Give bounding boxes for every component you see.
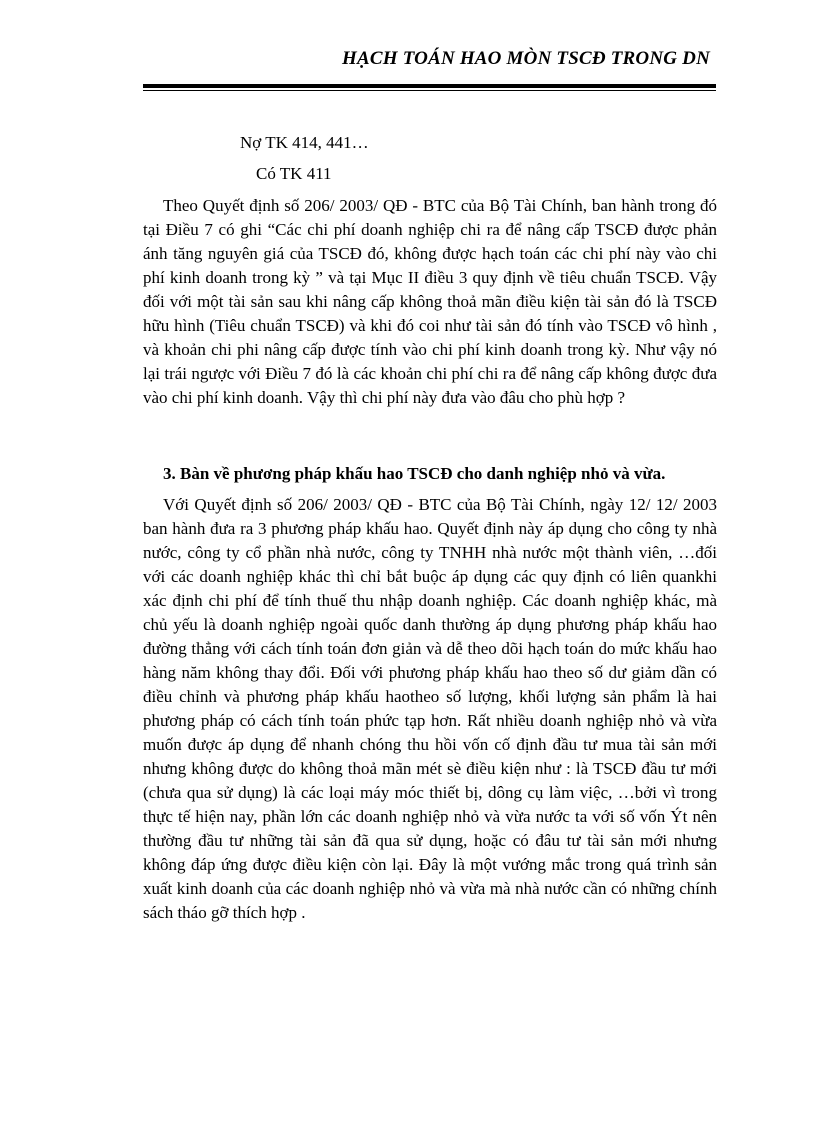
header-divider-thin <box>143 90 716 91</box>
journal-entry-debit: Nợ TK 414, 441… <box>240 133 369 152</box>
header-divider-thick <box>143 84 716 88</box>
paragraph-depreciation-methods: Với Quyết định số 206/ 2003/ QĐ - BTC của Bộ Tài Chính, ngày 12/ 12/ 2003 ban hành đưa ra 3 phương pháp khấu hao. Quyết định này áp dụng cho công ty nhà nước, công ty cổ phần nhà nước, công ty TNHH nhà nước một thành viên, …đối với các doanh nghiệp khác thì chỉ bắt buộc áp dụng các quy định có liên quankhi xác định chi phí để tính thuế thu nhập doanh nghiệp. Các doanh nghiệp khác, mà chủ yếu là doanh nghiệp ngoài quốc danh thường áp dụng phương pháp khấu hao đường thẳng với cách tính toán đơn giản và dễ theo dõi hạch toán do mức khấu hao hàng năm không thay đổi. Đối với phương pháp khấu hao theo số dư giảm dần có điều chỉnh và phương pháp khấu haotheo số lượng, khối lượng sản phẩm là hai phương pháp có cách tính toán phức tạp hơn. Rất nhiều doanh nghiệp nhỏ và vừa muốn được áp dụng để nhanh chóng thu hồi vốn cố định đầu tư mua tài sản mới nhưng không được do không thoả mãn mét sè điều kiện như : là TSCĐ đầu tư mới (chưa qua sử dụng) là các loại máy móc thiết bị, dông cụ làm việc, …bởi vì trong thực tế hiện nay, phần lớn các doanh nghiệp nhỏ và vừa nước ta với số vốn Ýt nên thường đầu tư những tài sản đã qua sử dụng, hoặc có đâu tư tài sản mới nhưng không đáp ứng được điều kiện còn lại. Đây là một vướng mắc trong quá trình sản xuất kinh doanh của các doanh nghiệp nhỏ và vừa mà nhà nước cần có những chính sách tháo gỡ thích hợp . <box>143 495 717 922</box>
page-header-title: HẠCH TOÁN HAO MÒN TSCĐ TRONG DN <box>342 48 710 69</box>
paragraph-regulation-issue: Theo Quyết định số 206/ 2003/ QĐ - BTC của Bộ Tài Chính, ban hành trong đó tại Điều 7 có ghi “Các chi phí doanh nghiệp chi ra để nâng cấp TSCĐ được phản ánh tăng nguyên giá của TSCĐ đó, không được hạch toán các chi phí này vào chi phí kinh doanh trong kỳ ” và tại Mục II điều 3 quy định về tiêu chuẩn TSCĐ. Vậy đối với một tài sản sau khi nâng cấp không thoả mãn điều kiện tài sản đó là TSCĐ hữu hình (Tiêu chuẩn TSCĐ) và khi đó coi như tài sản đó tính vào TSCĐ vô hình , và khoản chi phi nâng cấp được tính vào chi phí kinh doanh trong kỳ. Như vậy nó lại trái ngược với Điều 7 đó là các khoản chi phí chi ra để nâng cấp không được đưa vào chi phí kinh doanh. Vậy thì chi phí này đưa vào đâu cho phù hợp ? <box>143 196 717 407</box>
journal-entry-credit: Có TK 411 <box>256 164 332 183</box>
section-heading-3: 3. Bàn về phương pháp khấu hao TSCĐ cho danh nghiệp nhỏ và vừa. <box>163 464 666 483</box>
